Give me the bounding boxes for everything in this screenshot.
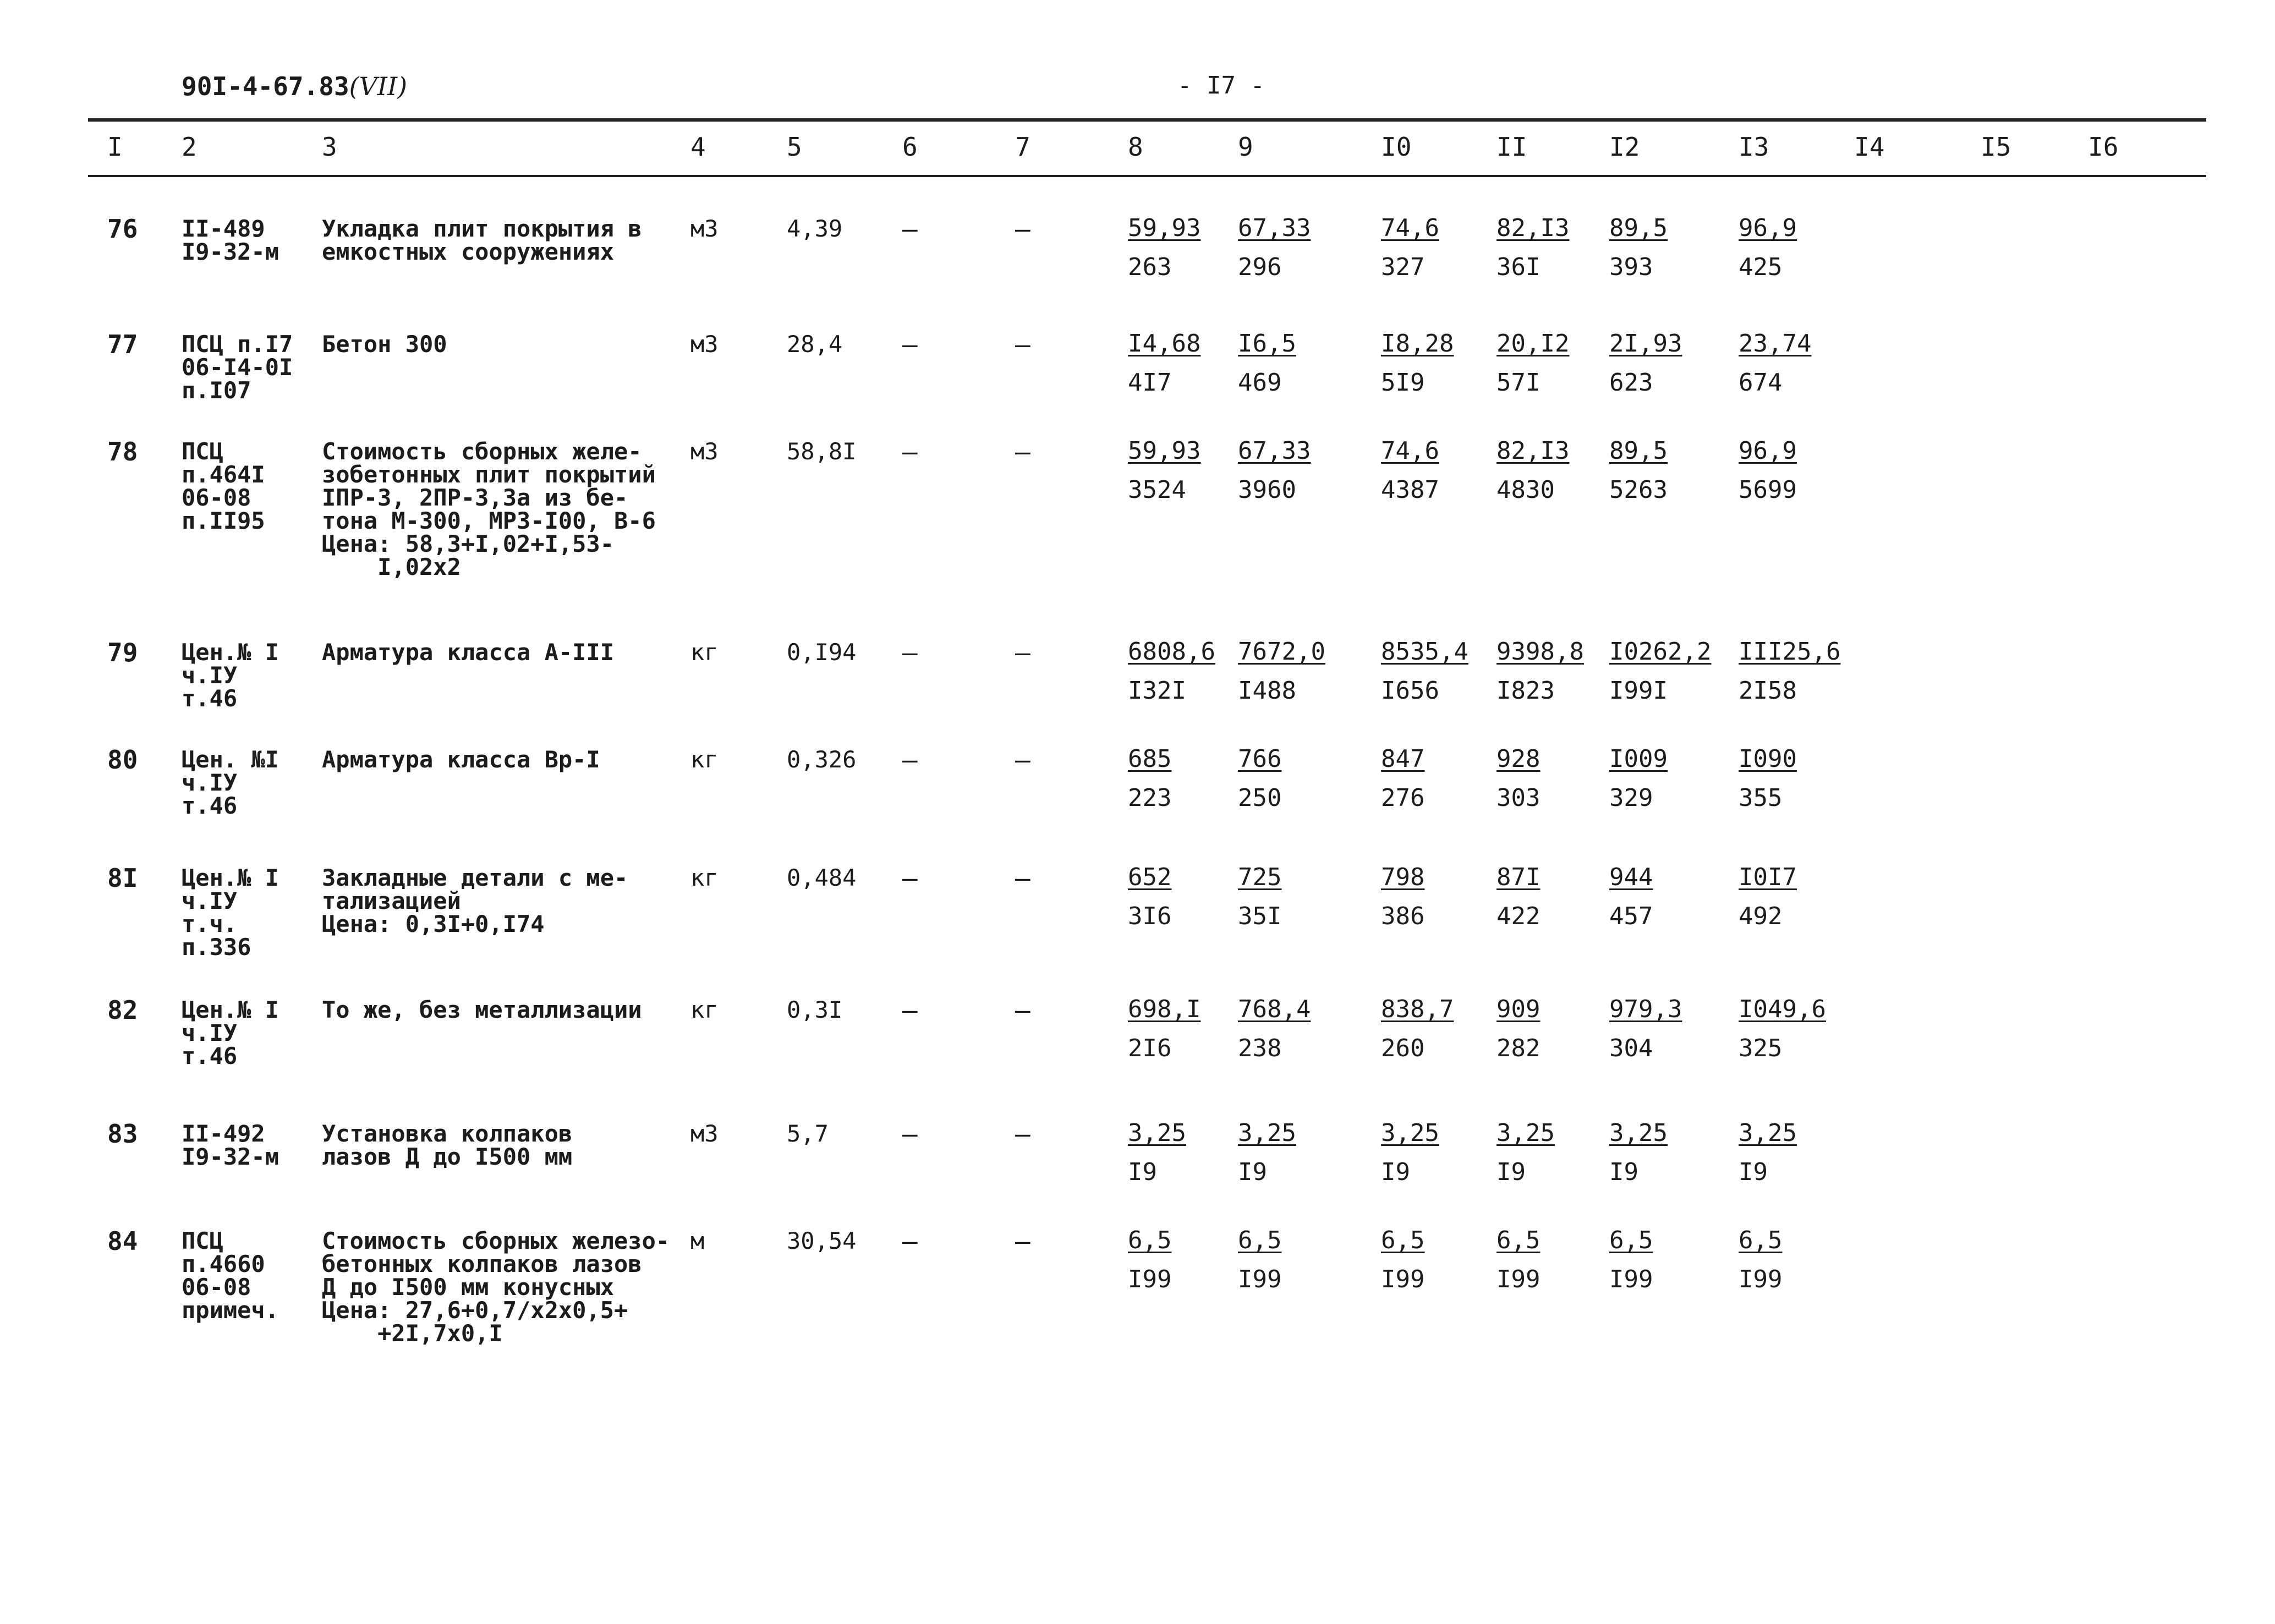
document-code xyxy=(182,72,407,101)
column-6-value: – xyxy=(902,214,918,244)
unit-price: 6,5 xyxy=(1739,1226,1783,1254)
price-fraction xyxy=(1496,1226,1540,1293)
price-fraction xyxy=(1609,638,1711,705)
unit-price: I0262,2 xyxy=(1609,638,1712,666)
unit-price: 3,25 xyxy=(1381,1119,1439,1147)
unit-of-measure: м3 xyxy=(690,215,719,242)
total-cost: 325 xyxy=(1739,1034,1783,1062)
unit-price: 89,5 xyxy=(1609,437,1668,465)
work-description: То же, без металлизации xyxy=(322,996,642,1023)
price-fraction xyxy=(1496,330,1569,397)
unit-price: 23,74 xyxy=(1739,330,1812,358)
total-cost: 4I7 xyxy=(1128,369,1172,397)
price-fraction xyxy=(1238,863,1281,930)
price-fraction xyxy=(1238,638,1325,705)
price-fraction xyxy=(1496,437,1569,504)
price-fraction xyxy=(1609,1226,1653,1293)
unit-of-measure: кг xyxy=(690,996,719,1023)
unit-of-measure: м3 xyxy=(690,438,719,465)
unit-price: 768,4 xyxy=(1238,995,1311,1023)
work-description: Установка колпаков лазов Д до I500 мм xyxy=(322,1120,573,1170)
price-fraction xyxy=(1128,214,1200,281)
price-fraction xyxy=(1238,995,1311,1062)
price-fraction xyxy=(1381,1226,1424,1293)
column-6-value: – xyxy=(902,330,918,359)
unit-price: 9398,8 xyxy=(1496,638,1584,666)
unit-price: 3,25 xyxy=(1496,1119,1555,1147)
column-header-16: I6 xyxy=(2088,132,2119,162)
unit-price: III25,6 xyxy=(1739,638,1841,666)
price-fraction xyxy=(1739,330,1811,397)
unit-price: 67,33 xyxy=(1238,437,1311,465)
column-7-value: – xyxy=(1015,437,1030,467)
column-header-15: I5 xyxy=(1981,132,2011,162)
total-cost: I9 xyxy=(1609,1158,1638,1186)
total-cost: 282 xyxy=(1496,1034,1541,1062)
column-header-4: 4 xyxy=(690,132,706,162)
total-cost: I32I xyxy=(1128,677,1186,705)
column-header-8: 8 xyxy=(1128,132,1143,162)
total-cost: 329 xyxy=(1609,784,1653,812)
column-7-value: – xyxy=(1015,638,1030,667)
unit-price: 82,I3 xyxy=(1496,214,1570,242)
price-fraction xyxy=(1128,1226,1171,1293)
total-cost: 623 xyxy=(1609,369,1653,397)
price-fraction xyxy=(1238,214,1311,281)
row-number: 82 xyxy=(107,995,138,1025)
total-cost: I656 xyxy=(1381,677,1439,705)
total-cost: I9 xyxy=(1238,1158,1267,1186)
column-7-value: – xyxy=(1015,745,1030,775)
column-6-value: – xyxy=(902,745,918,775)
total-cost: I99 xyxy=(1739,1265,1783,1293)
work-description: Арматура класса Вр-I xyxy=(322,746,600,773)
unit-of-measure: кг xyxy=(690,746,719,773)
work-description: Укладка плит покрытия в емкостных сооружениях xyxy=(322,215,642,265)
column-7-value: – xyxy=(1015,330,1030,359)
quantity: 28,4 xyxy=(787,331,843,358)
unit-of-measure: м3 xyxy=(690,331,719,358)
norm-reference: Цен.№ I ч.IУ т.ч. п.336 xyxy=(182,864,279,961)
total-cost: 425 xyxy=(1739,253,1783,281)
price-fraction xyxy=(1496,638,1584,705)
column-6-value: – xyxy=(902,638,918,667)
row-number: 76 xyxy=(107,214,138,244)
norm-reference: II-489 I9-32-м xyxy=(182,215,279,265)
total-cost: I99 xyxy=(1381,1265,1425,1293)
unit-of-measure: м3 xyxy=(690,1120,719,1147)
quantity: 4,39 xyxy=(787,215,843,242)
total-cost: 355 xyxy=(1739,784,1783,812)
total-cost: 260 xyxy=(1381,1034,1425,1062)
unit-price: 74,6 xyxy=(1381,437,1439,465)
unit-price: 67,33 xyxy=(1238,214,1311,242)
price-fraction xyxy=(1128,863,1171,930)
unit-price: 59,93 xyxy=(1128,437,1201,465)
total-cost: 276 xyxy=(1381,784,1425,812)
table-top-rule xyxy=(88,118,2206,122)
unit-price: 59,93 xyxy=(1128,214,1201,242)
column-7-value: – xyxy=(1015,1226,1030,1256)
unit-price: 6,5 xyxy=(1609,1226,1653,1254)
work-description: Арматура класса А-III xyxy=(322,639,615,666)
price-fraction xyxy=(1496,745,1540,812)
price-fraction xyxy=(1381,330,1454,397)
price-fraction xyxy=(1238,745,1281,812)
unit-price: I009 xyxy=(1609,745,1668,773)
column-header-14: I4 xyxy=(1854,132,1885,162)
unit-price: 6,5 xyxy=(1128,1226,1172,1254)
total-cost: I99 xyxy=(1128,1265,1172,1293)
unit-price: 96,9 xyxy=(1739,214,1797,242)
total-cost: 469 xyxy=(1238,369,1282,397)
unit-price: 6,5 xyxy=(1238,1226,1282,1254)
price-fraction xyxy=(1739,995,1826,1062)
unit-price: 838,7 xyxy=(1381,995,1454,1023)
unit-price: 3,25 xyxy=(1609,1119,1668,1147)
price-fraction xyxy=(1739,1119,1797,1186)
total-cost: 303 xyxy=(1496,784,1541,812)
price-fraction xyxy=(1609,995,1682,1062)
price-fraction xyxy=(1609,214,1668,281)
price-fraction xyxy=(1381,995,1454,1062)
total-cost: 386 xyxy=(1381,902,1425,930)
column-6-value: – xyxy=(902,437,918,467)
unit-price: 928 xyxy=(1496,745,1541,773)
unit-price: 847 xyxy=(1381,745,1425,773)
row-number: 83 xyxy=(107,1119,138,1149)
total-cost: 3524 xyxy=(1128,476,1186,504)
total-cost: I99 xyxy=(1238,1265,1282,1293)
unit-price: 96,9 xyxy=(1739,437,1797,465)
norm-reference: Цен.№ I ч.IУ т.46 xyxy=(182,639,279,712)
column-header-11: II xyxy=(1496,132,1527,162)
column-7-value: – xyxy=(1015,995,1030,1025)
price-fraction xyxy=(1238,1226,1281,1293)
quantity: 0,3I xyxy=(787,996,843,1023)
document-code-text: 90I-4-67.83 xyxy=(182,72,349,101)
unit-price: I4,68 xyxy=(1128,330,1201,358)
total-cost: 263 xyxy=(1128,253,1172,281)
work-description: Бетон 300 xyxy=(322,331,447,358)
unit-price: I8,28 xyxy=(1381,330,1454,358)
column-header-7: 7 xyxy=(1015,132,1030,162)
unit-price: 6,5 xyxy=(1381,1226,1425,1254)
price-fraction xyxy=(1496,1119,1555,1186)
unit-price: 74,6 xyxy=(1381,214,1439,242)
price-fraction xyxy=(1496,214,1569,281)
price-fraction xyxy=(1381,863,1424,930)
column-7-value: – xyxy=(1015,1119,1030,1149)
total-cost: I823 xyxy=(1496,677,1555,705)
unit-of-measure: м xyxy=(690,1227,705,1254)
total-cost: 393 xyxy=(1609,253,1653,281)
total-cost: I99I xyxy=(1609,677,1668,705)
norm-reference: II-492 I9-32-м xyxy=(182,1120,279,1170)
total-cost: 250 xyxy=(1238,784,1282,812)
total-cost: 5699 xyxy=(1739,476,1797,504)
total-cost: 223 xyxy=(1128,784,1172,812)
unit-price: 87I xyxy=(1496,863,1541,891)
total-cost: 457 xyxy=(1609,902,1653,930)
work-description: Стоимость сборных желе- зобетонных плит покрытий IПР-3, 2ПР-3,3а из бе- тона М-300, МРЗ-I00, В-6 Цена: 58,3+I,02+I,53- I,02х2 xyxy=(322,438,656,580)
total-cost: 3960 xyxy=(1238,476,1296,504)
total-cost: I9 xyxy=(1496,1158,1526,1186)
total-cost: 2I58 xyxy=(1739,677,1797,705)
quantity: 58,8I xyxy=(787,438,857,465)
row-number: 84 xyxy=(107,1226,138,1256)
total-cost: 238 xyxy=(1238,1034,1282,1062)
total-cost: 674 xyxy=(1739,369,1783,397)
price-fraction xyxy=(1496,863,1540,930)
column-header-3: 3 xyxy=(322,132,337,162)
column-header-12: I2 xyxy=(1609,132,1640,162)
unit-price: 7672,0 xyxy=(1238,638,1325,666)
unit-price: 2I,93 xyxy=(1609,330,1682,358)
total-cost: 4830 xyxy=(1496,476,1555,504)
price-fraction xyxy=(1128,745,1171,812)
work-description: Стоимость сборных железо- бетонных колпаков лазов Д до I500 мм конусных Цена: 27,6+0,7/х2х0,5+ +2I,7х0,I xyxy=(322,1227,670,1347)
unit-price: 3,25 xyxy=(1238,1119,1296,1147)
unit-price: 3,25 xyxy=(1128,1119,1186,1147)
unit-price: I0I7 xyxy=(1739,863,1797,891)
price-fraction xyxy=(1739,1226,1782,1293)
unit-of-measure: кг xyxy=(690,639,719,666)
price-fraction xyxy=(1238,437,1311,504)
column-header-9: 9 xyxy=(1238,132,1253,162)
total-cost: I9 xyxy=(1128,1158,1157,1186)
quantity: 5,7 xyxy=(787,1120,829,1147)
row-number: 79 xyxy=(107,638,138,667)
price-fraction xyxy=(1381,1119,1439,1186)
price-fraction xyxy=(1609,1119,1668,1186)
column-7-value: – xyxy=(1015,863,1030,893)
total-cost: 327 xyxy=(1381,253,1425,281)
unit-price: 20,I2 xyxy=(1496,330,1570,358)
unit-price: 798 xyxy=(1381,863,1425,891)
price-fraction xyxy=(1381,638,1468,705)
column-7-value: – xyxy=(1015,214,1030,244)
price-fraction xyxy=(1739,638,1840,705)
price-fraction xyxy=(1128,638,1215,705)
unit-price: 3,25 xyxy=(1739,1119,1797,1147)
row-number: 8I xyxy=(107,863,138,893)
price-fraction xyxy=(1609,330,1682,397)
unit-price: I6,5 xyxy=(1238,330,1296,358)
unit-price: 725 xyxy=(1238,863,1282,891)
total-cost: 492 xyxy=(1739,902,1783,930)
price-fraction xyxy=(1381,214,1439,281)
total-cost: I99 xyxy=(1609,1265,1653,1293)
unit-price: I049,6 xyxy=(1739,995,1826,1023)
unit-of-measure: кг xyxy=(690,864,719,891)
price-fraction xyxy=(1381,745,1424,812)
total-cost: 57I xyxy=(1496,369,1541,397)
price-fraction xyxy=(1128,995,1200,1062)
row-number: 80 xyxy=(107,745,138,775)
total-cost: 304 xyxy=(1609,1034,1653,1062)
unit-price: 8535,4 xyxy=(1381,638,1468,666)
total-cost: 36I xyxy=(1496,253,1541,281)
column-header-2: 2 xyxy=(182,132,197,162)
total-cost: 35I xyxy=(1238,902,1282,930)
price-fraction xyxy=(1609,745,1668,812)
price-fraction xyxy=(1238,1119,1296,1186)
table-header-rule xyxy=(88,175,2206,177)
column-header-5: 5 xyxy=(787,132,802,162)
total-cost: 2I6 xyxy=(1128,1034,1172,1062)
quantity: 0,I94 xyxy=(787,639,857,666)
quantity: 30,54 xyxy=(787,1227,857,1254)
row-number: 77 xyxy=(107,330,138,359)
column-header-6: 6 xyxy=(902,132,918,162)
total-cost: 5I9 xyxy=(1381,369,1425,397)
unit-price: 766 xyxy=(1238,745,1282,773)
norm-reference: ПСЦ п.4660 06-08 примеч. xyxy=(182,1227,279,1324)
norm-reference: Цен.№ I ч.IУ т.46 xyxy=(182,996,279,1069)
total-cost: 5263 xyxy=(1609,476,1668,504)
price-fraction xyxy=(1128,437,1200,504)
unit-price: I090 xyxy=(1739,745,1797,773)
unit-price: 6,5 xyxy=(1496,1226,1541,1254)
total-cost: I9 xyxy=(1739,1158,1768,1186)
price-fraction xyxy=(1128,330,1200,397)
price-fraction xyxy=(1381,437,1439,504)
price-fraction xyxy=(1128,1119,1186,1186)
unit-price: 82,I3 xyxy=(1496,437,1570,465)
unit-price: 698,I xyxy=(1128,995,1201,1023)
price-fraction xyxy=(1739,745,1797,812)
total-cost: 4387 xyxy=(1381,476,1439,504)
unit-price: 909 xyxy=(1496,995,1541,1023)
norm-reference: Цен. №I ч.IУ т.46 xyxy=(182,746,279,819)
column-header-10: I0 xyxy=(1381,132,1412,162)
price-fraction xyxy=(1238,330,1296,397)
unit-price: 652 xyxy=(1128,863,1172,891)
total-cost: I488 xyxy=(1238,677,1296,705)
norm-reference: ПСЦ п.I7 06-I4-0I п.I07 xyxy=(182,331,293,404)
price-fraction xyxy=(1739,863,1797,930)
price-fraction xyxy=(1609,863,1653,930)
unit-price: 89,5 xyxy=(1609,214,1668,242)
price-fraction xyxy=(1739,437,1797,504)
column-6-value: – xyxy=(902,1119,918,1149)
unit-price: 6808,6 xyxy=(1128,638,1215,666)
unit-price: 685 xyxy=(1128,745,1172,773)
work-description: Закладные детали с ме- тализацией Цена: 0,3I+0,I74 xyxy=(322,864,628,937)
page-number: - I7 - xyxy=(1177,72,1265,100)
total-cost: 296 xyxy=(1238,253,1282,281)
column-6-value: – xyxy=(902,1226,918,1256)
document-code-suffix: (VII) xyxy=(349,72,408,101)
norm-reference: ПСЦ п.464I 06-08 п.II95 xyxy=(182,438,265,534)
column-header-1: I xyxy=(107,132,123,162)
column-header-13: I3 xyxy=(1739,132,1769,162)
column-6-value: – xyxy=(902,863,918,893)
unit-price: 944 xyxy=(1609,863,1653,891)
total-cost: 3I6 xyxy=(1128,902,1172,930)
total-cost: I99 xyxy=(1496,1265,1541,1293)
price-fraction xyxy=(1496,995,1540,1062)
quantity: 0,326 xyxy=(787,746,857,773)
total-cost: I9 xyxy=(1381,1158,1410,1186)
total-cost: 422 xyxy=(1496,902,1541,930)
quantity: 0,484 xyxy=(787,864,857,891)
price-fraction xyxy=(1609,437,1668,504)
unit-price: 979,3 xyxy=(1609,995,1682,1023)
column-6-value: – xyxy=(902,995,918,1025)
price-fraction xyxy=(1739,214,1797,281)
row-number: 78 xyxy=(107,437,138,467)
